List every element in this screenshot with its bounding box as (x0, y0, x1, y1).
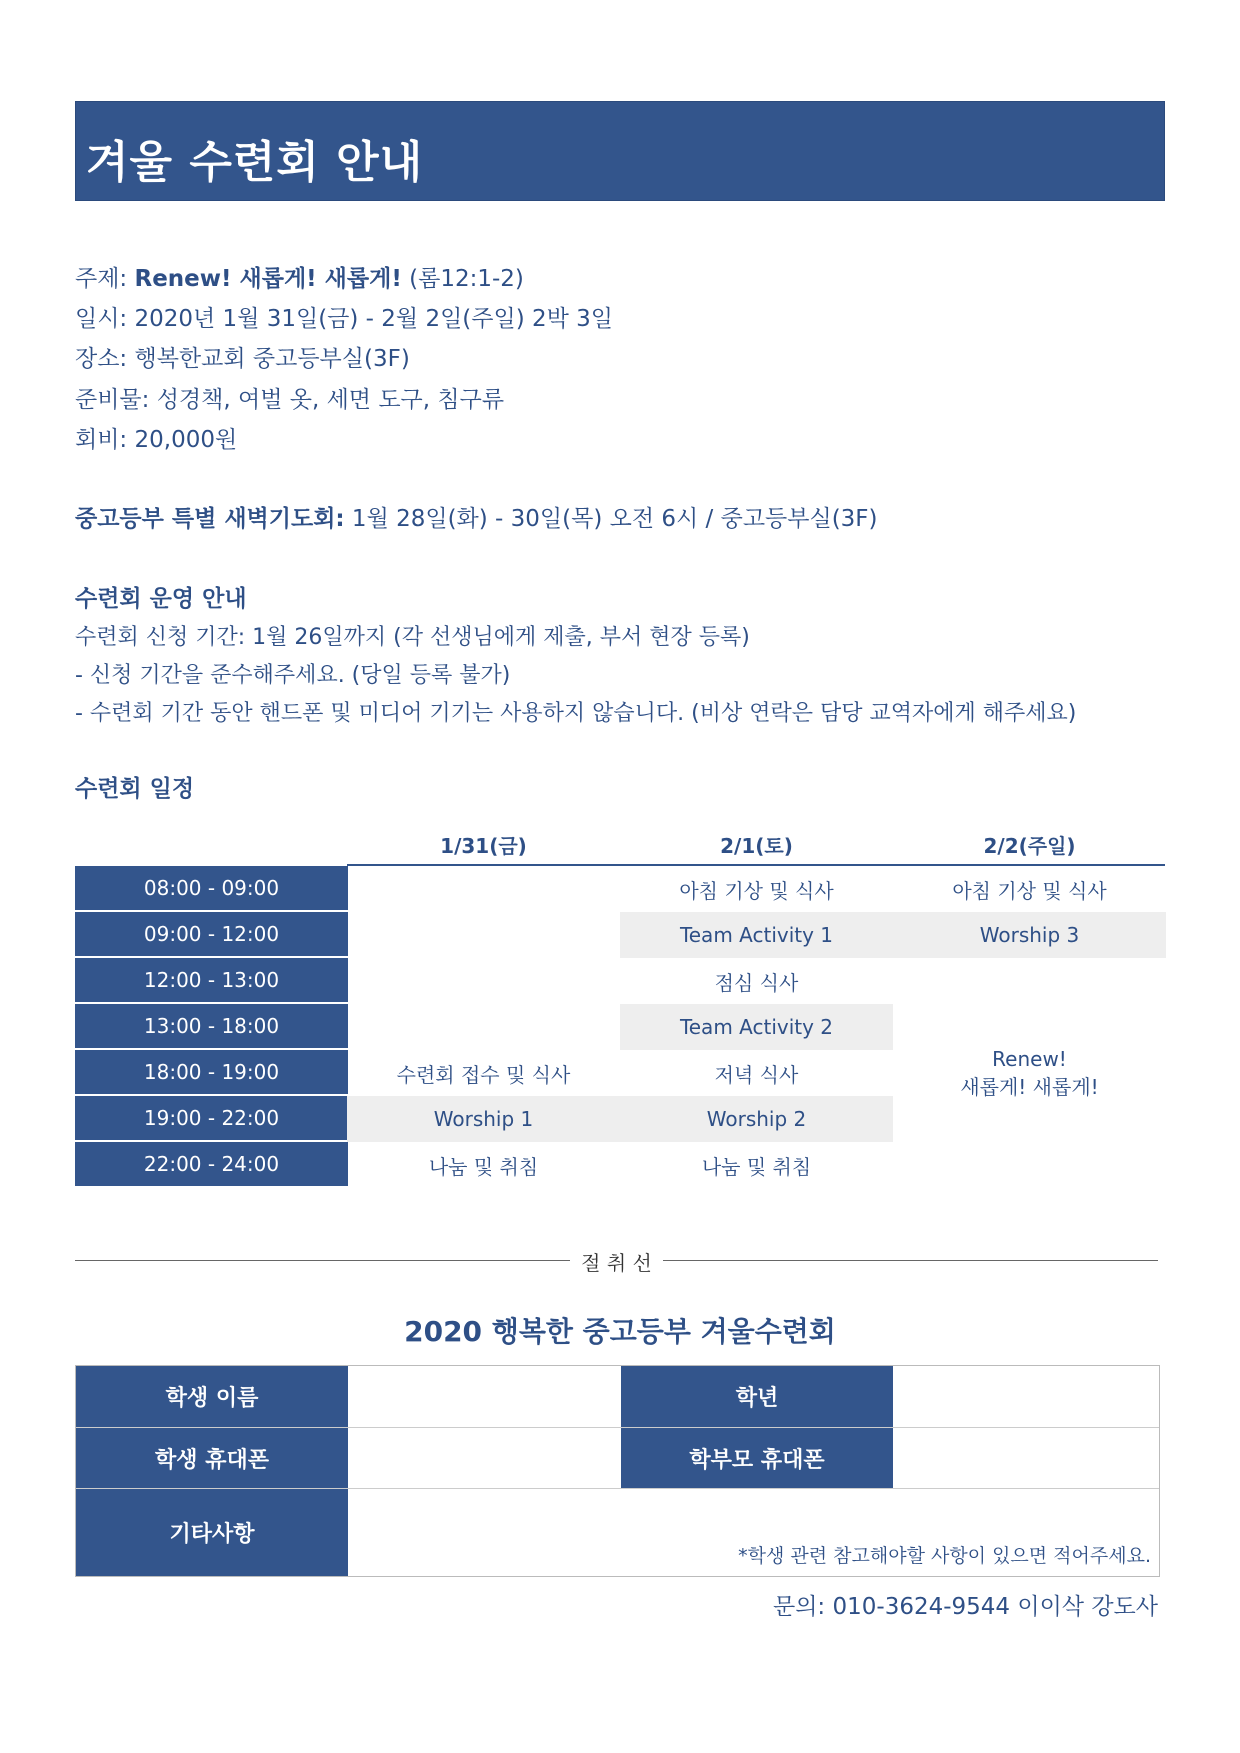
place-line: 장소: 행복한교회 중고등부실(3F) (75, 346, 410, 372)
title-banner (75, 101, 1165, 201)
day1-sharing: 나눔 및 취침 (428, 1154, 539, 1179)
cut-line (75, 1245, 1158, 1275)
grade-field[interactable] (893, 1366, 1159, 1427)
time-slot: 09:00 - 12:00 (75, 912, 348, 957)
day2-activity1: Team Activity 1 (620, 912, 893, 958)
day2-wake: 아침 기상 및 식사 (679, 878, 834, 903)
day-header-1: 1/31(금) (440, 834, 527, 858)
dawn-prayer-line (75, 500, 878, 533)
day1-reception: 수련회 접수 및 식사 (396, 1062, 571, 1087)
etc-label: 기타사항 (76, 1489, 348, 1576)
time-slot: 22:00 - 24:00 (75, 1142, 348, 1187)
cut-line-right (663, 1260, 1158, 1261)
time-slot: 19:00 - 22:00 (75, 1096, 348, 1141)
operations-heading: 수련회 운영 안내 (75, 586, 247, 612)
day2-activity2: Team Activity 2 (620, 1004, 893, 1050)
page-title: 겨울 수련회 안내 (86, 137, 424, 188)
etc-field[interactable] (348, 1489, 1159, 1576)
form-title: 2020 행복한 중고등부 겨울수련회 (404, 1315, 836, 1348)
day2-lunch: 점심 식사 (714, 970, 799, 995)
schedule-heading: 수련회 일정 (75, 776, 195, 802)
registration-form (75, 1365, 1160, 1577)
day2-worship: Worship 2 (620, 1096, 893, 1142)
student-phone-label: 학생 휴대폰 (76, 1428, 348, 1488)
renew-line-1: Renew! (992, 1047, 1067, 1071)
day3-wake: 아침 기상 및 식사 (952, 878, 1107, 903)
day-header-3: 2/2(주일) (983, 834, 1076, 858)
dawn-prayer-details: 1월 28일(화) - 30일(목) 오전 6시 / 중고등부실(3F) (344, 506, 878, 532)
time-slot: 12:00 - 13:00 (75, 958, 348, 1003)
time-slot: 13:00 - 18:00 (75, 1004, 348, 1049)
theme-prefix: 주제: (75, 266, 135, 292)
dawn-prayer-label: 중고등부 특별 새벽기도회: (75, 506, 345, 532)
student-name-label: 학생 이름 (76, 1366, 348, 1427)
operations-line-2: - 신청 기간을 준수해주세요. (당일 등록 불가) (75, 663, 511, 688)
supplies-line: 준비물: 성경책, 여벌 옷, 세면 도구, 침구류 (75, 387, 505, 413)
day2-dinner: 저녁 식사 (714, 1062, 799, 1087)
student-phone-field[interactable] (348, 1428, 621, 1488)
day3-renew (893, 1004, 1166, 1142)
parent-phone-label: 학부모 휴대폰 (621, 1428, 893, 1488)
student-name-field[interactable] (348, 1366, 621, 1427)
time-slot: 08:00 - 09:00 (75, 866, 348, 911)
day2-sharing: 나눔 및 취침 (701, 1154, 812, 1179)
day3-worship: Worship 3 (893, 912, 1166, 958)
parent-phone-field[interactable] (893, 1428, 1159, 1488)
theme-title: Renew! 새롭게! 새롭게! (134, 266, 402, 292)
date-line: 일시: 2020년 1월 31일(금) - 2월 2일(주일) 2박 3일 (75, 306, 614, 332)
cut-line-label: 절 취 선 (581, 1251, 652, 1275)
contact-info: 문의: 010-3624-9544 이이삭 강도사 (773, 1594, 1158, 1620)
theme-reference: (롬12:1-2) (401, 266, 524, 292)
operations-line-1: 수련회 신청 기간: 1월 26일까지 (각 선생님에게 제출, 부서 현장 등록) (75, 625, 750, 650)
operations-line-3: - 수련회 기간 동안 핸드폰 및 미디어 기기는 사용하지 않습니다. (비상 연락은 담당 교역자에게 해주세요) (75, 701, 1077, 726)
fee-line: 회비: 20,000원 (75, 427, 238, 453)
day-header-2: 2/1(토) (720, 834, 793, 858)
day1-worship: Worship 1 (347, 1096, 620, 1142)
time-slot: 18:00 - 19:00 (75, 1050, 348, 1095)
grade-label: 학년 (621, 1366, 893, 1427)
etc-note: *학생 관련 참고해야할 사항이 있으면 적어주세요. (738, 1545, 1151, 1567)
theme-line (75, 260, 524, 293)
renew-line-2: 새롭게! 새롭게! (960, 1075, 1099, 1099)
